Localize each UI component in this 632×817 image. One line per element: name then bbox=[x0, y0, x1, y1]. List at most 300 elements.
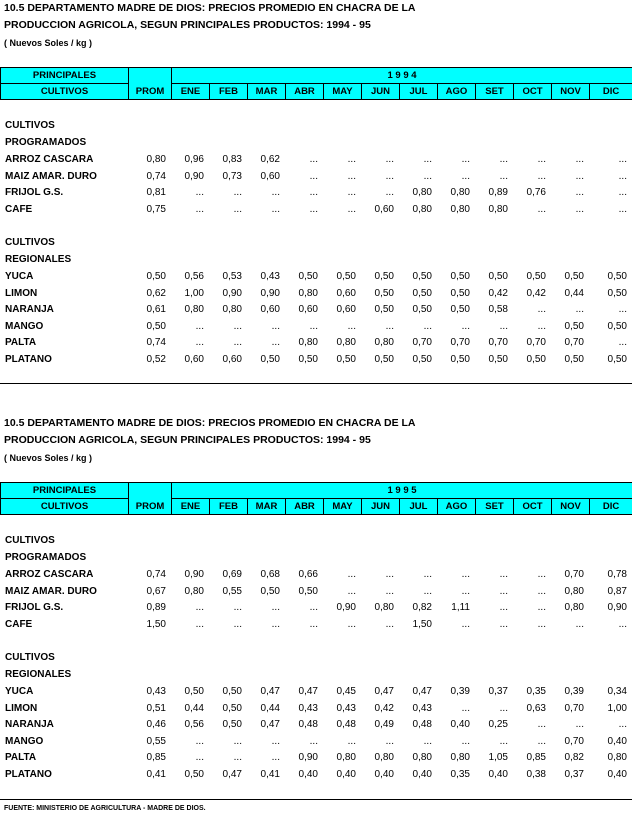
header-month-may: MAY bbox=[324, 84, 362, 100]
value-cell: 0,50 bbox=[607, 271, 627, 282]
value-cell: 0,74 bbox=[146, 170, 166, 182]
crop-name: NARANJA bbox=[5, 304, 54, 315]
value-cell: ... bbox=[461, 585, 470, 597]
value-cell: 0,50 bbox=[412, 287, 432, 299]
table-bottom-rule bbox=[0, 383, 632, 384]
value-cell: ... bbox=[423, 154, 432, 165]
value-cell: ... bbox=[423, 170, 432, 182]
value-cell: ... bbox=[423, 735, 432, 747]
crop-name: PLATANO bbox=[5, 353, 52, 365]
table-row bbox=[0, 351, 632, 368]
value-cell: 0,43 bbox=[412, 702, 432, 714]
value-cell: 0,50 bbox=[488, 271, 508, 282]
value-cell: 0,63 bbox=[526, 702, 546, 714]
value-cell: 0,46 bbox=[146, 719, 166, 730]
value-cell: ... bbox=[537, 585, 546, 597]
header-month-nov: NOV bbox=[552, 84, 590, 100]
crop-name: YUCA bbox=[5, 271, 34, 282]
value-cell: ... bbox=[271, 618, 280, 630]
header-month-feb: FEB bbox=[210, 499, 248, 515]
value-cell: 0,50 bbox=[607, 353, 627, 365]
value-cell: ... bbox=[347, 585, 356, 597]
header-month-set: SET bbox=[476, 84, 514, 100]
value-cell: 0,60 bbox=[260, 304, 280, 315]
value-cell: ... bbox=[233, 602, 242, 613]
value-cell: ... bbox=[499, 320, 508, 332]
header-prom: PROM bbox=[129, 499, 172, 515]
value-cell: 0,82 bbox=[564, 752, 584, 763]
value-cell: ... bbox=[271, 752, 280, 763]
value-cell: ... bbox=[309, 618, 318, 630]
value-cell: 0,50 bbox=[450, 304, 470, 315]
table-row bbox=[0, 749, 632, 766]
value-cell: ... bbox=[461, 154, 470, 165]
value-cell: 0,70 bbox=[450, 337, 470, 348]
value-cell: ... bbox=[618, 170, 627, 182]
table-title-line2: PRODUCCION AGRICOLA, SEGUN PRINCIPALES PRODUCTOS: 1994 - 95 bbox=[4, 19, 371, 31]
value-cell: ... bbox=[271, 203, 280, 215]
table-row bbox=[0, 184, 632, 201]
value-cell: 0,50 bbox=[260, 353, 280, 365]
value-cell: 0,35 bbox=[526, 686, 546, 697]
value-cell: 0,60 bbox=[336, 287, 356, 299]
value-cell: 0,87 bbox=[607, 585, 627, 597]
header-month-jun: JUN bbox=[362, 499, 400, 515]
table-row bbox=[0, 599, 632, 616]
value-cell: ... bbox=[195, 203, 204, 215]
value-cell: 0,50 bbox=[146, 320, 166, 332]
value-cell: 0,48 bbox=[412, 719, 432, 730]
value-cell: 0,43 bbox=[336, 702, 356, 714]
value-cell: 0,80 bbox=[412, 752, 432, 763]
value-cell: 0,80 bbox=[298, 337, 318, 348]
section-label: CULTIVOS bbox=[5, 120, 55, 131]
value-cell: ... bbox=[233, 187, 242, 198]
value-cell: 0,78 bbox=[607, 569, 627, 580]
header-month-abr: ABR bbox=[286, 499, 324, 515]
value-cell: ... bbox=[461, 735, 470, 747]
table-row bbox=[0, 683, 632, 700]
value-cell: 0,73 bbox=[222, 170, 242, 182]
table-header bbox=[0, 482, 632, 515]
value-cell: ... bbox=[385, 170, 394, 182]
value-cell: 1,50 bbox=[412, 618, 432, 630]
value-cell: ... bbox=[537, 304, 546, 315]
table-row bbox=[0, 616, 632, 633]
table-row bbox=[0, 766, 632, 783]
value-cell: ... bbox=[347, 618, 356, 630]
value-cell: ... bbox=[347, 170, 356, 182]
value-cell: ... bbox=[347, 735, 356, 747]
value-cell: ... bbox=[347, 320, 356, 332]
value-cell: 0,40 bbox=[412, 768, 432, 780]
value-cell: 0,44 bbox=[184, 702, 204, 714]
section-label: CULTIVOS bbox=[5, 535, 55, 546]
value-cell: 0,70 bbox=[526, 337, 546, 348]
value-cell: 0,66 bbox=[298, 569, 318, 580]
table-row bbox=[0, 716, 632, 733]
value-cell: 0,50 bbox=[374, 304, 394, 315]
value-cell: 0,39 bbox=[450, 686, 470, 697]
value-cell: 0,43 bbox=[298, 702, 318, 714]
value-cell: 0,50 bbox=[222, 686, 242, 697]
header-month-ago: AGO bbox=[438, 84, 476, 100]
value-cell: 0,50 bbox=[374, 287, 394, 299]
value-cell: 0,81 bbox=[146, 187, 166, 198]
value-cell: 0,62 bbox=[260, 154, 280, 165]
value-cell: 0,40 bbox=[607, 735, 627, 747]
value-cell: 0,80 bbox=[564, 602, 584, 613]
header-month-nov: NOV bbox=[552, 499, 590, 515]
value-cell: 0,85 bbox=[526, 752, 546, 763]
crop-name: ARROZ CASCARA bbox=[5, 154, 94, 165]
value-cell: 1,50 bbox=[146, 618, 166, 630]
header-cultivos: CULTIVOS bbox=[1, 84, 129, 100]
header-prom: PROM bbox=[129, 84, 172, 100]
value-cell: 0,41 bbox=[146, 768, 166, 780]
value-cell: ... bbox=[309, 320, 318, 332]
value-cell: 0,50 bbox=[607, 320, 627, 332]
value-cell: 0,60 bbox=[298, 304, 318, 315]
value-cell: 0,80 bbox=[412, 187, 432, 198]
value-cell: 0,40 bbox=[298, 768, 318, 780]
value-cell: ... bbox=[233, 752, 242, 763]
crop-name: FRIJOL G.S. bbox=[5, 602, 64, 613]
value-cell: 0,50 bbox=[412, 271, 432, 282]
value-cell: 0,47 bbox=[260, 719, 280, 730]
value-cell: ... bbox=[461, 170, 470, 182]
value-cell: 0,52 bbox=[146, 353, 166, 365]
value-cell: 1,00 bbox=[184, 287, 204, 299]
value-cell: ... bbox=[347, 203, 356, 215]
value-cell: 0,80 bbox=[336, 752, 356, 763]
value-cell: 0,50 bbox=[564, 353, 584, 365]
header-prom-blank bbox=[129, 68, 172, 84]
value-cell: ... bbox=[309, 735, 318, 747]
section-label: PROGRAMADOS bbox=[5, 137, 87, 148]
value-cell: 0,69 bbox=[222, 569, 242, 580]
table-row bbox=[0, 168, 632, 185]
value-cell: ... bbox=[233, 203, 242, 215]
value-cell: ... bbox=[195, 602, 204, 613]
value-cell: 0,50 bbox=[298, 353, 318, 365]
section-label: PROGRAMADOS bbox=[5, 552, 87, 563]
value-cell: ... bbox=[461, 320, 470, 332]
value-cell: ... bbox=[461, 702, 470, 714]
value-cell: 0,50 bbox=[336, 271, 356, 282]
value-cell: 0,67 bbox=[146, 585, 166, 597]
crop-name: PALTA bbox=[5, 752, 37, 763]
header-month-jun: JUN bbox=[362, 84, 400, 100]
value-cell: 0,76 bbox=[526, 187, 546, 198]
value-cell: 0,49 bbox=[374, 719, 394, 730]
value-cell: 0,80 bbox=[184, 585, 204, 597]
value-cell: ... bbox=[618, 719, 627, 730]
value-cell: 0,50 bbox=[260, 585, 280, 597]
value-cell: ... bbox=[618, 203, 627, 215]
value-cell: 0,61 bbox=[146, 304, 166, 315]
value-cell: ... bbox=[537, 602, 546, 613]
value-cell: 0,80 bbox=[450, 203, 470, 215]
value-cell: 0,50 bbox=[450, 271, 470, 282]
value-cell: ... bbox=[385, 618, 394, 630]
value-cell: 0,50 bbox=[184, 768, 204, 780]
crop-name: MANGO bbox=[5, 735, 44, 747]
value-cell: 0,35 bbox=[450, 768, 470, 780]
value-cell: ... bbox=[309, 203, 318, 215]
section-label: CULTIVOS bbox=[5, 652, 55, 663]
value-cell: 0,50 bbox=[374, 271, 394, 282]
value-cell: ... bbox=[537, 154, 546, 165]
value-cell: 0,80 bbox=[607, 752, 627, 763]
value-cell: 0,55 bbox=[222, 585, 242, 597]
value-cell: ... bbox=[195, 618, 204, 630]
table-row bbox=[0, 268, 632, 285]
value-cell: ... bbox=[195, 735, 204, 747]
value-cell: 0,47 bbox=[298, 686, 318, 697]
header-cultivos: CULTIVOS bbox=[1, 499, 129, 515]
value-cell: ... bbox=[233, 735, 242, 747]
value-cell: 0,50 bbox=[298, 585, 318, 597]
value-cell: 0,50 bbox=[564, 271, 584, 282]
value-cell: 0,74 bbox=[146, 569, 166, 580]
value-cell: 0,50 bbox=[526, 271, 546, 282]
value-cell: ... bbox=[233, 320, 242, 332]
value-cell: 0,83 bbox=[222, 154, 242, 165]
value-cell: ... bbox=[575, 304, 584, 315]
value-cell: 0,47 bbox=[260, 686, 280, 697]
value-cell: ... bbox=[271, 735, 280, 747]
table-row bbox=[0, 285, 632, 302]
value-cell: ... bbox=[423, 585, 432, 597]
value-cell: ... bbox=[271, 320, 280, 332]
crop-name: LIMON bbox=[5, 702, 38, 714]
header-month-jul: JUL bbox=[400, 84, 438, 100]
header-month-dic: DIC bbox=[590, 84, 632, 100]
value-cell: 0,42 bbox=[488, 287, 508, 299]
header-principales: PRINCIPALES bbox=[1, 483, 129, 499]
value-cell: 0,70 bbox=[564, 337, 584, 348]
value-cell: 0,40 bbox=[450, 719, 470, 730]
table-title-line1: 10.5 DEPARTAMENTO MADRE DE DIOS: PRECIOS PROMEDIO EN CHACRA DE LA bbox=[4, 2, 416, 14]
value-cell: 0,70 bbox=[412, 337, 432, 348]
value-cell: 0,56 bbox=[184, 271, 204, 282]
value-cell: 0,50 bbox=[488, 353, 508, 365]
value-cell: 0,45 bbox=[336, 686, 356, 697]
value-cell: ... bbox=[385, 154, 394, 165]
table-row bbox=[0, 733, 632, 750]
value-cell: 0,38 bbox=[526, 768, 546, 780]
value-cell: 0,50 bbox=[222, 702, 242, 714]
value-cell: 0,90 bbox=[260, 287, 280, 299]
crop-name: CAFE bbox=[5, 203, 33, 215]
value-cell: 0,60 bbox=[336, 304, 356, 315]
header-month-abr: ABR bbox=[286, 84, 324, 100]
value-cell: 0,40 bbox=[374, 768, 394, 780]
value-cell: 0,51 bbox=[146, 702, 166, 714]
value-cell: ... bbox=[233, 618, 242, 630]
table-units: ( Nuevos Soles / kg ) bbox=[4, 38, 93, 48]
value-cell: ... bbox=[347, 569, 356, 580]
value-cell: ... bbox=[618, 187, 627, 198]
value-cell: 0,70 bbox=[564, 569, 584, 580]
value-cell: 0,50 bbox=[412, 353, 432, 365]
value-cell: ... bbox=[537, 203, 546, 215]
value-cell: 0,44 bbox=[260, 702, 280, 714]
value-cell: ... bbox=[423, 320, 432, 332]
value-cell: 0,74 bbox=[146, 337, 166, 348]
value-cell: 0,60 bbox=[184, 353, 204, 365]
value-cell: 0,40 bbox=[607, 768, 627, 780]
value-cell: 0,50 bbox=[184, 686, 204, 697]
value-cell: ... bbox=[575, 154, 584, 165]
value-cell: 0,42 bbox=[526, 287, 546, 299]
value-cell: ... bbox=[575, 203, 584, 215]
value-cell: 0,50 bbox=[336, 353, 356, 365]
value-cell: ... bbox=[347, 187, 356, 198]
value-cell: 0,85 bbox=[146, 752, 166, 763]
value-cell: 0,40 bbox=[488, 768, 508, 780]
value-cell: 0,34 bbox=[607, 686, 627, 697]
value-cell: 0,25 bbox=[488, 719, 508, 730]
value-cell: 0,90 bbox=[336, 602, 356, 613]
table-row bbox=[0, 700, 632, 717]
crop-name: CAFE bbox=[5, 618, 33, 630]
value-cell: 0,62 bbox=[146, 287, 166, 299]
value-cell: 0,89 bbox=[146, 602, 166, 613]
value-cell: 0,90 bbox=[184, 569, 204, 580]
value-cell: 0,60 bbox=[222, 353, 242, 365]
value-cell: 0,50 bbox=[374, 353, 394, 365]
value-cell: 0,80 bbox=[564, 585, 584, 597]
value-cell: 0,90 bbox=[298, 752, 318, 763]
value-cell: ... bbox=[575, 170, 584, 182]
value-cell: 0,48 bbox=[336, 719, 356, 730]
table-row bbox=[0, 566, 632, 583]
value-cell: ... bbox=[537, 735, 546, 747]
crop-name: ARROZ CASCARA bbox=[5, 569, 94, 580]
value-cell: ... bbox=[499, 585, 508, 597]
value-cell: ... bbox=[499, 569, 508, 580]
crop-name: MAIZ AMAR. DURO bbox=[5, 585, 97, 597]
section-label: CULTIVOS bbox=[5, 237, 55, 248]
value-cell: 0,47 bbox=[374, 686, 394, 697]
value-cell: ... bbox=[618, 618, 627, 630]
value-cell: 0,37 bbox=[488, 686, 508, 697]
header-month-jul: JUL bbox=[400, 499, 438, 515]
value-cell: 0,44 bbox=[564, 287, 584, 299]
header-month-set: SET bbox=[476, 499, 514, 515]
value-cell: ... bbox=[195, 187, 204, 198]
section-label: REGIONALES bbox=[5, 254, 72, 265]
value-cell: ... bbox=[195, 337, 204, 348]
value-cell: 0,56 bbox=[184, 719, 204, 730]
value-cell: ... bbox=[271, 602, 280, 613]
value-cell: ... bbox=[385, 585, 394, 597]
value-cell: ... bbox=[461, 618, 470, 630]
section-label: REGIONALES bbox=[5, 669, 72, 680]
table-header bbox=[0, 67, 632, 100]
value-cell: 0,42 bbox=[374, 702, 394, 714]
table-bottom-rule bbox=[0, 799, 632, 800]
value-cell: 0,82 bbox=[412, 602, 432, 613]
value-cell: ... bbox=[537, 170, 546, 182]
table-row bbox=[0, 151, 632, 168]
value-cell: ... bbox=[537, 569, 546, 580]
table-row bbox=[0, 318, 632, 335]
source-note: FUENTE: MINISTERIO DE AGRICULTURA - MADRE DE DIOS. bbox=[4, 805, 206, 812]
table-row bbox=[0, 583, 632, 600]
value-cell: 0,80 bbox=[450, 752, 470, 763]
value-cell: ... bbox=[461, 569, 470, 580]
value-cell: 1,00 bbox=[607, 702, 627, 714]
value-cell: ... bbox=[499, 602, 508, 613]
value-cell: ... bbox=[499, 170, 508, 182]
value-cell: 0,41 bbox=[260, 768, 280, 780]
value-cell: 1,05 bbox=[488, 752, 508, 763]
value-cell: ... bbox=[423, 569, 432, 580]
table-title-line1: 10.5 DEPARTAMENTO MADRE DE DIOS: PRECIOS PROMEDIO EN CHACRA DE LA bbox=[4, 417, 416, 429]
value-cell: 0,90 bbox=[607, 602, 627, 613]
crop-name: PLATANO bbox=[5, 768, 52, 780]
value-cell: ... bbox=[309, 187, 318, 198]
value-cell: 0,43 bbox=[260, 271, 280, 282]
crop-name: PALTA bbox=[5, 337, 37, 348]
value-cell: 0,80 bbox=[374, 602, 394, 613]
table-title-line2: PRODUCCION AGRICOLA, SEGUN PRINCIPALES PRODUCTOS: 1994 - 95 bbox=[4, 434, 371, 446]
crop-name: LIMON bbox=[5, 287, 38, 299]
crop-name: NARANJA bbox=[5, 719, 54, 730]
value-cell: ... bbox=[309, 170, 318, 182]
value-cell: ... bbox=[233, 337, 242, 348]
header-prom-blank bbox=[129, 483, 172, 499]
value-cell: ... bbox=[618, 337, 627, 348]
value-cell: 0,50 bbox=[607, 287, 627, 299]
value-cell: ... bbox=[385, 735, 394, 747]
value-cell: 0,37 bbox=[564, 768, 584, 780]
value-cell: 0,70 bbox=[488, 337, 508, 348]
value-cell: 0,58 bbox=[488, 304, 508, 315]
value-cell: 0,40 bbox=[336, 768, 356, 780]
value-cell: ... bbox=[499, 618, 508, 630]
value-cell: 0,47 bbox=[412, 686, 432, 697]
value-cell: ... bbox=[618, 154, 627, 165]
value-cell: 0,60 bbox=[374, 203, 394, 215]
value-cell: 0,80 bbox=[374, 337, 394, 348]
value-cell: ... bbox=[618, 304, 627, 315]
value-cell: 0,50 bbox=[412, 304, 432, 315]
value-cell: ... bbox=[537, 618, 546, 630]
header-month-ene: ENE bbox=[172, 499, 210, 515]
value-cell: ... bbox=[575, 618, 584, 630]
header-month-mar: MAR bbox=[248, 499, 286, 515]
header-month-feb: FEB bbox=[210, 84, 248, 100]
header-month-oct: OCT bbox=[514, 499, 552, 515]
value-cell: 0,50 bbox=[450, 287, 470, 299]
value-cell: 0,80 bbox=[146, 154, 166, 165]
value-cell: 0,70 bbox=[564, 735, 584, 747]
header-month-oct: OCT bbox=[514, 84, 552, 100]
value-cell: ... bbox=[499, 154, 508, 165]
value-cell: ... bbox=[271, 337, 280, 348]
value-cell: ... bbox=[385, 187, 394, 198]
value-cell: ... bbox=[309, 154, 318, 165]
value-cell: 0,47 bbox=[222, 768, 242, 780]
value-cell: 0,60 bbox=[260, 170, 280, 182]
value-cell: 0,50 bbox=[564, 320, 584, 332]
value-cell: ... bbox=[271, 187, 280, 198]
crop-name: MAIZ AMAR. DURO bbox=[5, 170, 97, 182]
